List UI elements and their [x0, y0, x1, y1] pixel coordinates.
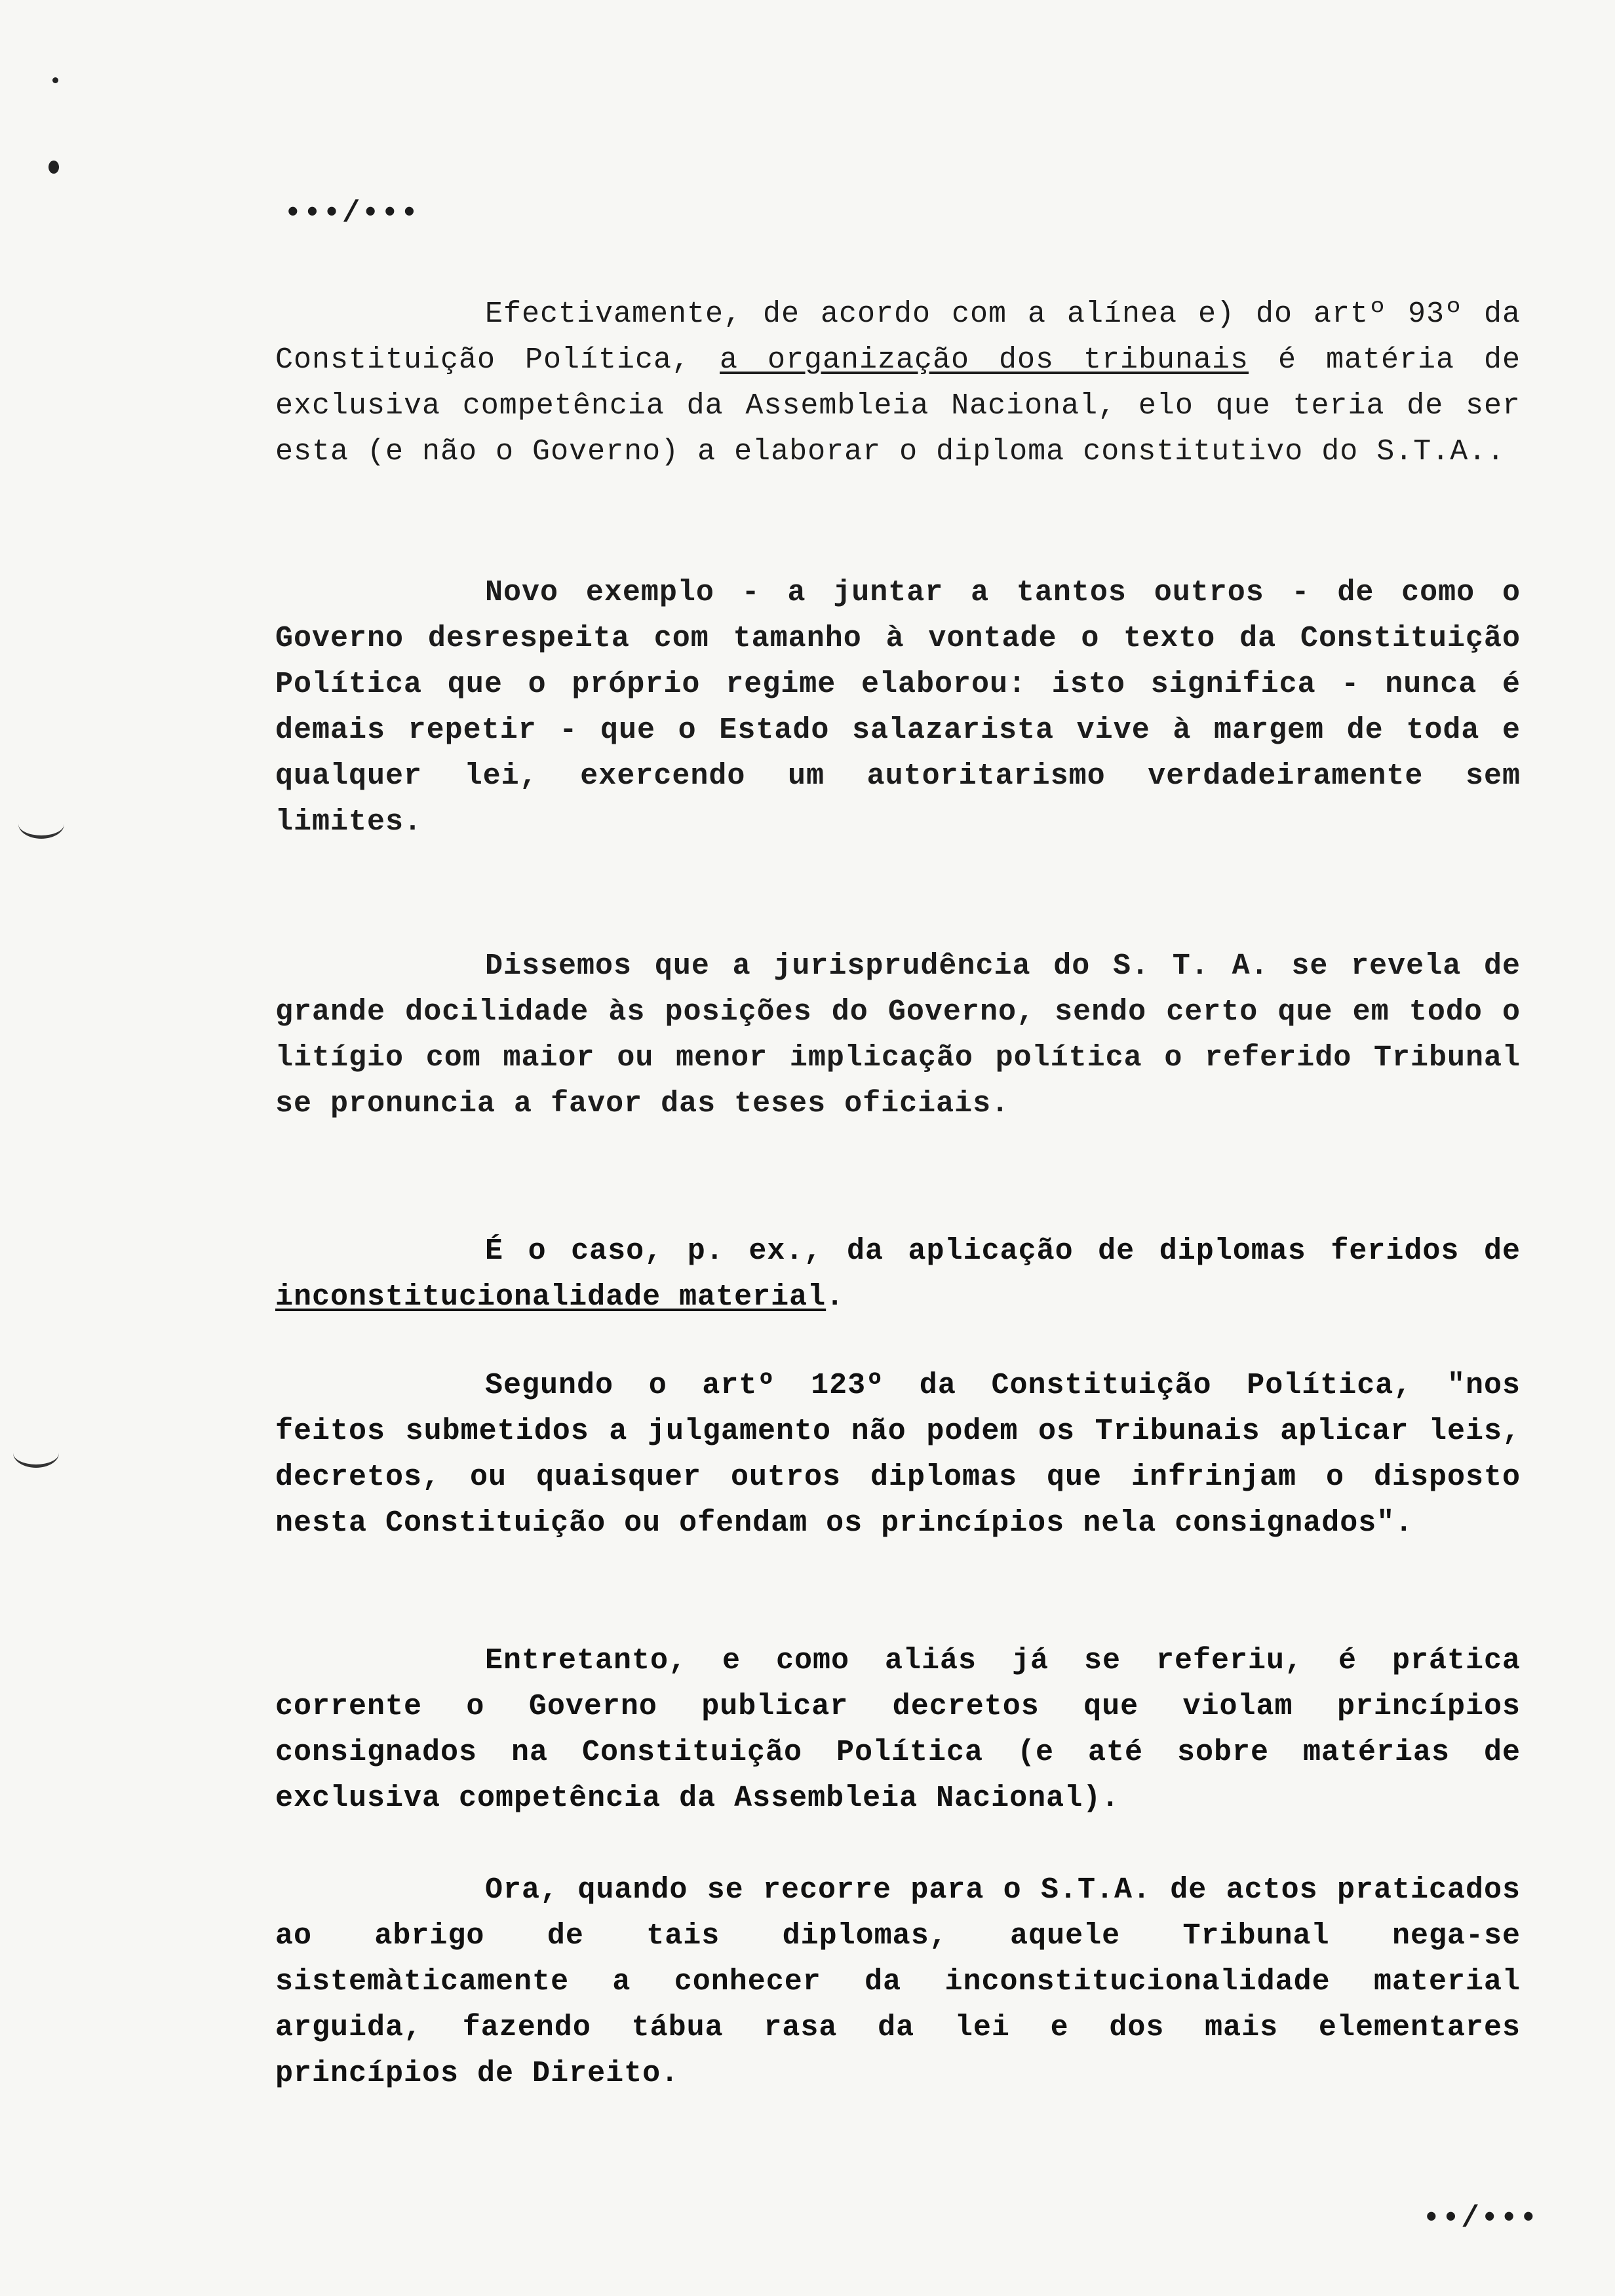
- paragraph-text: é matéria de exclusiva competência da Assembleia Nacional, elo que teria de ser esta (e não o Governo) a elaborar o diploma constitutivo do S.T.A..: [275, 343, 1521, 469]
- paragraph-inconstitucionalidade: [275, 1229, 1521, 1320]
- paragraph-organizacao-tribunais: [275, 292, 1521, 475]
- page-continuation-header: •••/•••: [284, 197, 420, 231]
- paragraph-artigo-123: Segundo o artº 123º da Constituição Política, "nos feitos submetidos a julgamento não podem os Tribunais aplicar leis, decretos, ou quaisquer outros diplomas que infrinjam o disposto nesta Constituição ou ofendam os princípios nela consignados".: [275, 1369, 1521, 1540]
- page-continuation-footer: ••/•••: [1422, 2202, 1539, 2236]
- ink-speck: [52, 77, 58, 83]
- paragraph-text: É o caso, p. ex., da aplicação de diplomas feridos de: [485, 1234, 1521, 1268]
- punch-hole-mark: [13, 1438, 59, 1468]
- paragraph-entretanto: Entretanto, e como aliás já se referiu, é prática corrente o Governo publicar decretos que violam princípios consignados na Constituição Política (e até sobre matérias de exclusiva competência da Assembleia Nacional).: [275, 1644, 1521, 1815]
- paragraph-novo-exemplo: Novo exemplo - a juntar a tantos outros - de como o Governo desrespeita com tamanho à vontade o texto da Constituição Política que o próprio regime elaborou: isto significa - nunca é demais repetir - que o Estado salazarista vive à margem de toda e qualquer lei, exercendo um autoritarismo verdadeiramente sem limites.: [275, 576, 1521, 839]
- ink-dot: [49, 161, 59, 174]
- paragraph-recurso-sta: Ora, quando se recorre para o S.T.A. de actos praticados ao abrigo de tais diplomas, aquele Tribunal nega-se sistemàticamente a conhecer da inconstitucionalidade material arguida, fazendo tábua rasa da lei e dos mais elementares princípios de Direito.: [275, 1873, 1521, 2090]
- paragraph-jurisprudencia: Dissemos que a jurisprudência do S. T. A. se revela de grande docilidade às posições do Governo, sendo certo que em todo o litígio com maior ou menor implicação política o referido Tribunal se pronuncia a favor das teses oficiais.: [275, 949, 1521, 1120]
- paragraph-text: Efectivamente, de acordo com a alínea e) do artº 93º da Constituição Política,: [275, 297, 1521, 377]
- underlined-phrase: a organização dos tribunais: [720, 343, 1249, 377]
- punch-hole-mark: [18, 809, 64, 839]
- underlined-phrase: inconstitucionalidade material: [275, 1280, 827, 1314]
- paragraph-text: .: [826, 1280, 845, 1314]
